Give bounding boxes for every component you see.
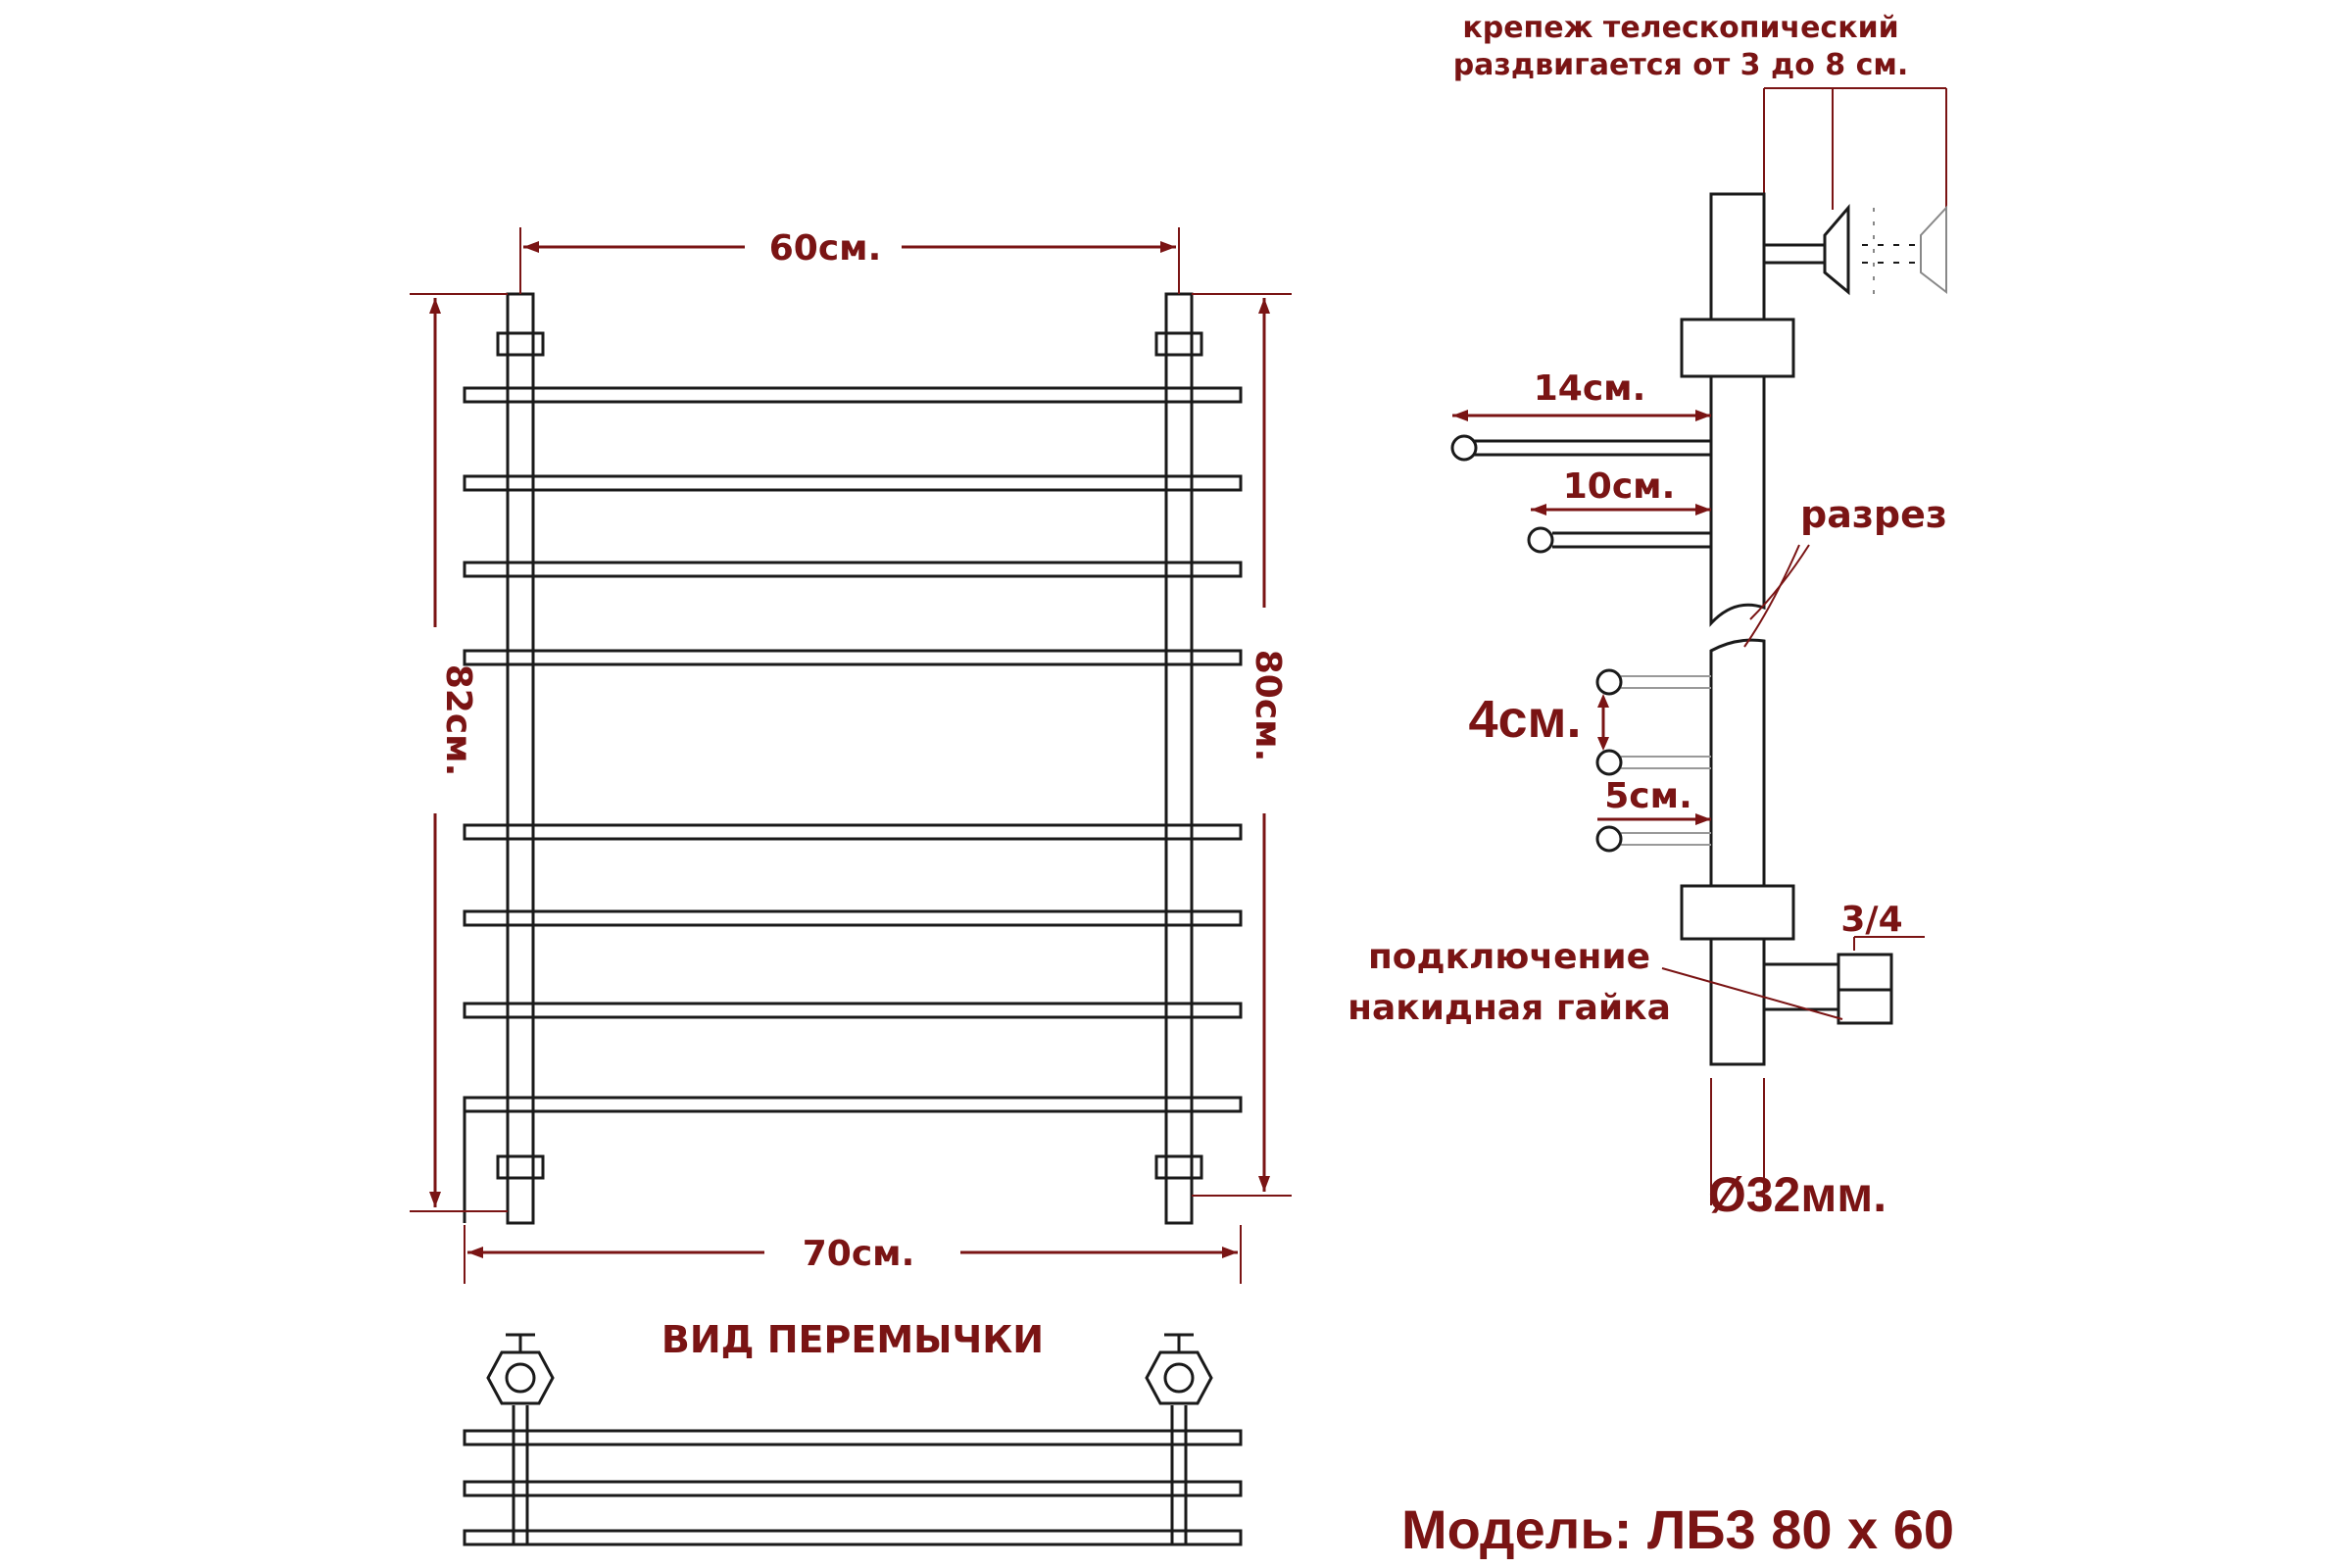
lower-nut [1682, 886, 1793, 939]
bar-8 [465, 1098, 1241, 1111]
mount-extent [1764, 88, 1946, 210]
dim-width-bottom-label: 70см. [802, 1234, 915, 1274]
mount-note-line2: раздвигается от 3 до 8 см. [1452, 48, 1909, 82]
dim-height-left-label: 82см. [438, 663, 478, 777]
bar-4 [465, 651, 1241, 664]
side-pipe-lower [1711, 640, 1764, 1064]
thread-size-label: 3/4 [1840, 900, 1903, 940]
dim-spacing-4 [1468, 690, 1609, 751]
dim-width-top-label: 60см. [768, 228, 882, 269]
left-post [508, 294, 533, 1223]
side-bar-10 [1529, 466, 1711, 552]
right-post [1166, 294, 1192, 1223]
bar-1 [465, 388, 1241, 402]
dim-width-top [520, 227, 1179, 294]
bar-3 [465, 563, 1241, 576]
model-label: Модель: ЛБ3 80 х 60 [1400, 1498, 1955, 1560]
dim-height-right-label: 80см. [1248, 649, 1288, 762]
mount-note-line1: крепеж телескопический [1462, 11, 1899, 45]
dim-width-bottom [465, 1225, 1241, 1284]
bar-6 [465, 911, 1241, 925]
upper-nut [1682, 319, 1793, 376]
jumper-view-title: ВИД ПЕРЕМЫЧКИ [661, 1318, 1045, 1361]
jumper-bar-2 [465, 1482, 1241, 1495]
connection-label-line1: подключение [1367, 937, 1651, 977]
pipe-diameter-label: Ø32мм. [1707, 1167, 1887, 1222]
side-bar-14 [1452, 368, 1711, 460]
wall-mount-bracket [1764, 208, 1946, 300]
dim-pipe-diameter [1708, 1078, 1886, 1222]
depth-5-label: 5см. [1604, 776, 1692, 816]
left-bottom-bracket [498, 1156, 543, 1178]
depth-10-label: 10см. [1562, 466, 1676, 507]
bar-7 [465, 1004, 1241, 1017]
connection-label-line2: накидная гайка [1348, 988, 1671, 1028]
side-pipe-upper [1711, 194, 1764, 623]
front-view [410, 227, 1292, 1284]
side-bar-lower-1 [1597, 670, 1711, 694]
bar-5 [465, 825, 1241, 839]
right-top-bracket [1156, 333, 1201, 355]
side-bar-lower-2 [1597, 751, 1711, 774]
cut-label: разрез [1800, 493, 1947, 536]
side-bar-lower-3 [1597, 827, 1711, 851]
horizontal-bars [465, 388, 1241, 1111]
jumper-bar-1 [465, 1431, 1241, 1445]
jumper-bar-3 [465, 1531, 1241, 1544]
spacing-4-label: 4см. [1468, 690, 1582, 749]
dim-height-right [1192, 294, 1292, 1196]
right-bottom-bracket [1156, 1156, 1201, 1178]
dim-height-left [410, 294, 508, 1211]
jumper-view [465, 1318, 1241, 1544]
bar-2 [465, 476, 1241, 490]
left-top-bracket [498, 333, 543, 355]
side-view [1348, 11, 1947, 1222]
dim-depth-5 [1597, 776, 1711, 825]
depth-14-label: 14см. [1533, 368, 1646, 409]
